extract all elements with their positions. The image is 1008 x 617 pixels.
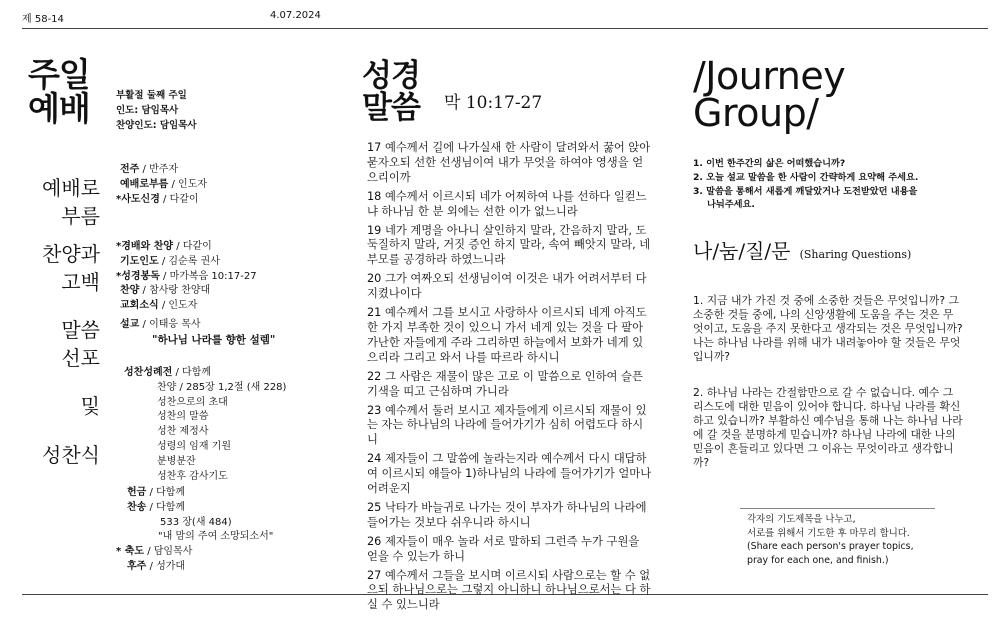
section-praise-confession: 찬양과 고백 bbox=[42, 242, 100, 294]
order-closing: 헌금 / 다함께 찬송 / 다함께 533 장(새 484) "내 맘의 주여 소망되소서" * 축도 / 담임목사 후주 / 성가대 bbox=[116, 487, 274, 572]
verse: 21 예수께서 그를 보시고 사랑하사 이르시되 네게 아직도 한 가지 부족한 것이 있으니 가서 네게 있는 것을 다 팔아 가난한 자들에게 주라 그리하면 하늘에서 보화가 네게 있으리라 그리고 와서 나를 따르라 하시니 bbox=[367, 306, 647, 364]
order-item: *경배와 찬양 / 다같이 bbox=[116, 241, 212, 252]
verse: 19 네가 계명을 아나니 살인하지 말라, 간음하지 말라, 도둑질하지 말라, 거짓 증언 하지 말라, 속여 빼앗지 말라, 네 부모를 공경하라 하였느니라 bbox=[367, 223, 651, 267]
hymn-number: 533 장(새 484) bbox=[160, 516, 232, 528]
journey-title: /Journey Group/ bbox=[693, 54, 846, 135]
verse: 22 그 사람은 재물이 많은 고로 이 말씀으로 인하여 슬픈 기색을 띠고 근심하며 가니라 bbox=[367, 369, 643, 398]
communion-item: 성찬후 감사기도 bbox=[157, 470, 228, 482]
verse-list bbox=[367, 141, 652, 617]
sharing-subtitle: (Sharing Questions) bbox=[799, 248, 912, 261]
journey-questions bbox=[693, 157, 918, 212]
order-item: 교회소식 / 인도자 bbox=[120, 300, 198, 312]
order-praise-list bbox=[116, 240, 257, 314]
verse: 20 그가 여짜오되 선생님이여 이것은 내가 어려서부터 다 지켰나이다 bbox=[367, 272, 647, 301]
question-item: 2. 오늘 설교 말씀을 한 사람이 간략하게 요약해 주세요. bbox=[693, 171, 919, 183]
order-item: 찬양 / 참사랑 찬양대 bbox=[120, 285, 211, 297]
sharing-question-1: 1. 지금 내가 가진 것 중에 소중한 것들은 무엇입니까? 그 소중한 것들 중에, 나의 신앙생활에 도움을 주는 것은 무엇이고, 도움을 주지 못한다고 생각되는 것은 무엇입니까? 나는 하나님 나라를 위해 내가 내려놓아야 할 것들은 무엇입니까? bbox=[693, 294, 963, 364]
communion-item: 찬양 / 285장 1,2절 (새 228) bbox=[157, 381, 287, 393]
question-item: 1. 이번 한주간의 삶은 어떠했습니까? bbox=[693, 158, 846, 169]
scripture-reference: 막 10:17-27 bbox=[444, 93, 543, 113]
communion-item: 성찬으로의 초대 bbox=[157, 396, 228, 408]
prayer-note: 각자의 기도제목을 나누고, 서로를 위해서 기도한 후 마무리 합니다. (Share each person's prayer topics, pray for each one, and finish.) bbox=[747, 514, 914, 566]
order-sermon: 설교 / 이태응 목사 "하나님 나라를 향한 설렘" bbox=[120, 319, 276, 346]
order-item: 기도인도 / 김순록 권사 bbox=[120, 255, 220, 267]
verse: 25 낙타가 바늘귀로 나가는 것이 부자가 하나님의 나라에 들어가는 것보다 쉬우니라 하시니 bbox=[367, 500, 647, 529]
order-call-list bbox=[116, 163, 207, 207]
order-item: *사도신경 / 다같이 bbox=[116, 193, 199, 205]
hymn-title: "내 맘의 주여 소망되소서" bbox=[158, 531, 274, 543]
communion-item: 성령의 임재 기원 bbox=[157, 440, 231, 452]
sermon-title: "하나님 나라를 향한 설렘" bbox=[152, 333, 276, 346]
section-call-to-worship: 예배로 부름 bbox=[42, 176, 100, 228]
scripture-title: 성경 말씀 bbox=[362, 58, 420, 126]
verse: 26 제자들이 매우 놀라 서로 말하되 그런즉 누가 구원을 얻을 수 있는가 하니 bbox=[367, 534, 640, 563]
sharing-heading bbox=[693, 235, 911, 264]
sharing-question-2: 2. 하나님 나라는 간절함만으로 갈 수 없습니다. 예수 그리스도에 대한 믿음이 있어야 합니다. 하나님 나라를 확신하고 있습니까? 부활하신 예수님을 통해 나는 하나님 나라에 갈 것을 분명하게 믿습니까? 하나님 나라에 대한 나의 믿음이 흔들리고 있다면 그 이유는 무엇이라고 생각합니까? bbox=[693, 386, 963, 470]
issue-number: 제 58-14 bbox=[22, 14, 64, 25]
verse: 24 제자들이 그 말씀에 놀라는지라 예수께서 다시 대답하여 이르시되 얘들아 1)하나님의 나라에 들어가기가 얼마나 어려운지 bbox=[367, 452, 652, 496]
verse: 27 예수께서 그들을 보시며 이르시되 사람으로는 할 수 없으되 하나님으로는 그렇지 아니하니 하나님으로서는 다 하실 수 있느니라 bbox=[367, 568, 651, 612]
question-item: 나눠주세요. bbox=[707, 199, 755, 211]
communion-item: 성찬의 말씀 bbox=[157, 411, 209, 423]
section-and: 및 bbox=[80, 394, 100, 418]
question-item: 3. 말씀을 통해서 새롭게 깨달았거나 도전받았던 내용을 bbox=[693, 185, 918, 197]
order-item: 예배로부름 / 인도자 bbox=[120, 178, 208, 190]
section-word: 말씀 선포 bbox=[61, 318, 100, 370]
sharing-title: 나/눔/질/문 bbox=[693, 239, 791, 263]
issue-date: 4.07.2024 bbox=[270, 10, 321, 21]
top-divider bbox=[22, 28, 988, 29]
verse: 17 예수께서 길에 나가실새 한 사람이 달려와서 꿇어 앉아 묻자오되 선한 선생님이여 내가 무엇을 하여야 영생을 얻으리이까 bbox=[367, 141, 651, 184]
order-communion: 성찬성례전 / 다함께 찬양 / 285장 1,2절 (새 228) 성찬으로의 초대 성찬의 말씀 성찬 제정사 성령의 임재 기원 분병분잔 성찬후 감사기도 bbox=[124, 366, 286, 484]
order-item: 전주 / 반주자 bbox=[120, 164, 179, 175]
worship-info: 부활절 둘째 주일 인도: 담임목사 찬양인도: 담임목사 bbox=[116, 90, 197, 131]
communion-item: 성찬 제정사 bbox=[157, 426, 209, 438]
verse: 18 예수께서 이르시되 네가 어찌하여 나를 선하다 일컫느냐 하나님 한 분 외에는 선한 이가 없느니라 bbox=[367, 189, 647, 218]
communion-item: 분병분잔 bbox=[157, 455, 196, 467]
order-item: *성경봉독 / 마가복음 10:17-27 bbox=[116, 270, 257, 282]
prayer-divider bbox=[740, 508, 935, 509]
verse: 23 예수께서 둘러 보시고 제자들에게 이르시되 재물이 있는 자는 하나님의 나라에 들어가기가 심히 어렵도다 하시니 bbox=[367, 403, 647, 447]
worship-title: 주일 예배 bbox=[28, 55, 90, 128]
section-communion: 성찬식 bbox=[42, 443, 100, 467]
